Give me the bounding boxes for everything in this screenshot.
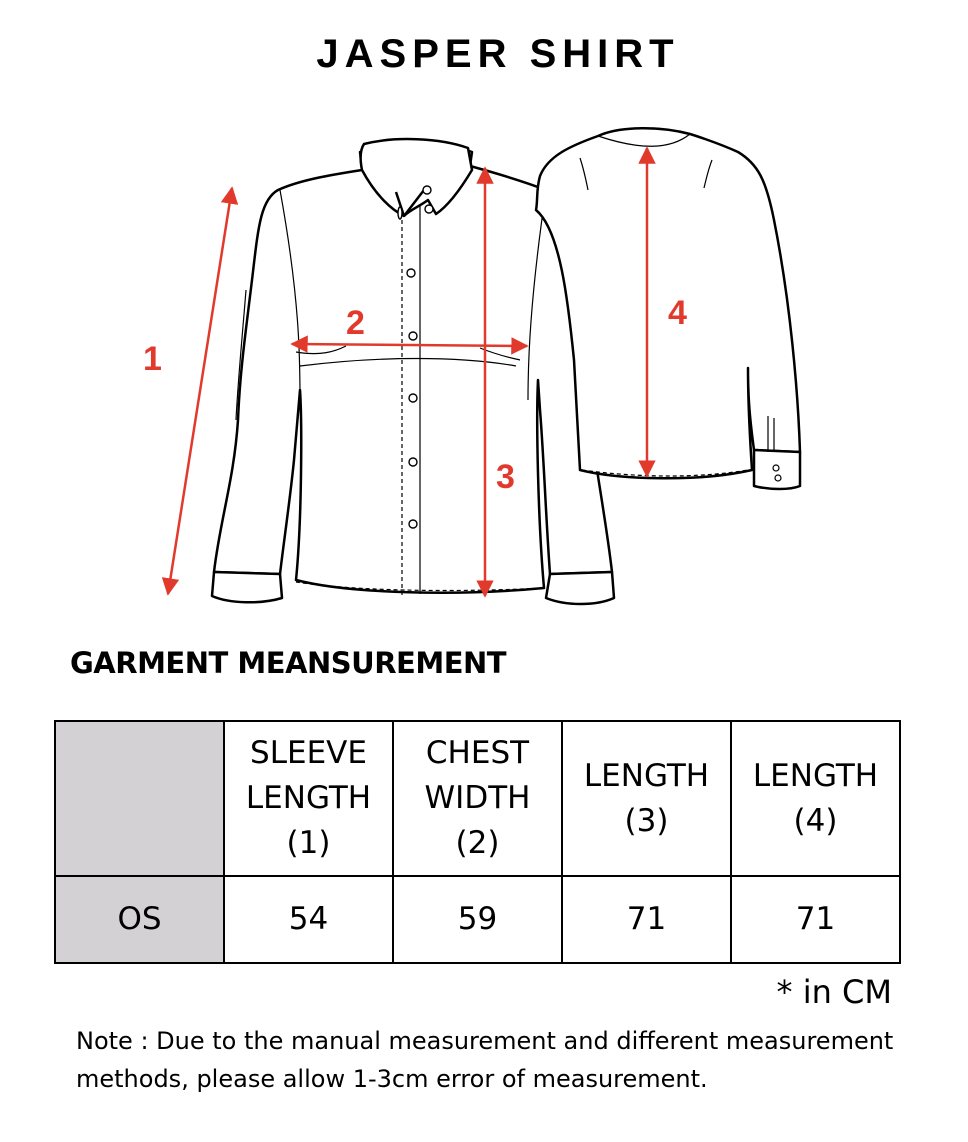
length-3-value: 71 (562, 876, 731, 963)
callout-2: 2 (346, 304, 365, 342)
measurement-table (54, 720, 901, 964)
column-header-chest-width: CHEST WIDTH (2) (393, 721, 562, 876)
callout-4: 4 (668, 294, 687, 332)
section-title: GARMENT MEANSUREMENT (70, 646, 507, 680)
size-label-cell: OS (55, 876, 224, 963)
length-4-value: 71 (731, 876, 900, 963)
shirt-sketch (0, 110, 968, 610)
table-corner-cell (55, 721, 224, 876)
column-header-length-4: LENGTH (4) (731, 721, 900, 876)
callout-1: 1 (143, 340, 162, 378)
table-header-row (55, 721, 900, 876)
page-title: JASPER SHIRT (316, 32, 680, 76)
column-header-length-3: LENGTH (3) (562, 721, 731, 876)
measurement-note: Note : Due to the manual measurement and different measurement methods, please allow 1-3cm error of measurement. (76, 1027, 894, 1093)
callout-3: 3 (496, 458, 515, 496)
unit-note: * in CM (776, 973, 892, 1011)
chest-width-value: 59 (393, 876, 562, 963)
sleeve-length-value: 54 (224, 876, 393, 963)
column-header-sleeve-length: SLEEVE LENGTH (1) (224, 721, 393, 876)
table-row (55, 876, 900, 963)
